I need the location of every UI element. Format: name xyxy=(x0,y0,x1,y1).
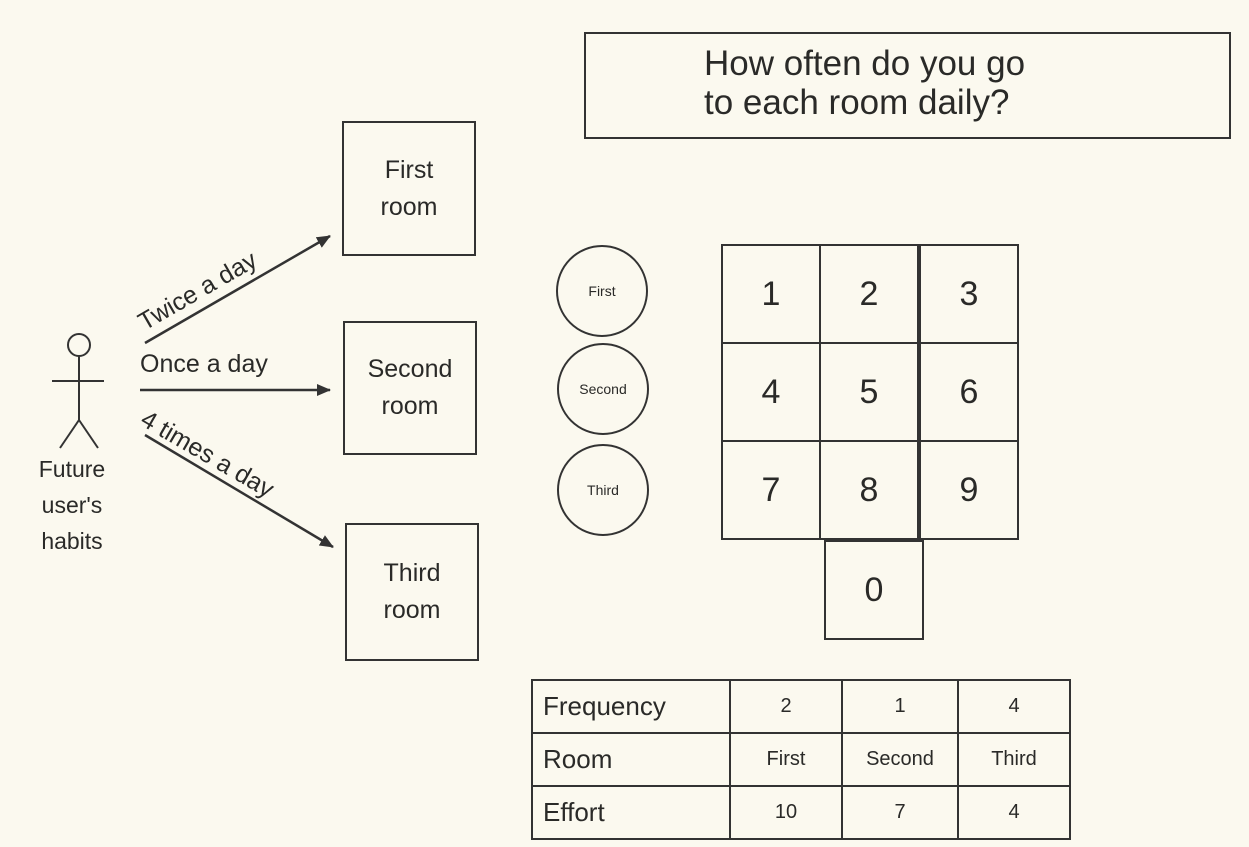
table-cell: 10 xyxy=(730,786,842,839)
table-row xyxy=(532,733,1070,786)
room-button-second[interactable]: Second xyxy=(557,343,649,435)
table-cell: Second xyxy=(842,733,958,786)
table-cell: 4 xyxy=(958,680,1070,733)
actor-label-line: habits xyxy=(41,528,103,554)
actor-label xyxy=(24,451,120,559)
question-line-1: How often do you go xyxy=(704,44,1026,83)
room-button-third[interactable]: Third xyxy=(557,444,649,536)
stick-figure-icon xyxy=(52,334,104,448)
question-box xyxy=(584,32,1231,139)
room-label: room xyxy=(383,596,441,624)
keypad-key-8[interactable]: 8 xyxy=(819,440,919,540)
keypad-key-2[interactable]: 2 xyxy=(819,244,919,344)
keypad-key-9[interactable]: 9 xyxy=(919,440,1019,540)
actor-label-line: Future xyxy=(38,456,106,482)
row-header: Room xyxy=(532,733,730,786)
room-label: Third xyxy=(383,559,441,587)
table-cell: First xyxy=(730,733,842,786)
room-label: First xyxy=(384,155,434,184)
table-cell: 1 xyxy=(842,680,958,733)
row-header: Frequency xyxy=(532,680,730,733)
arrow-label-once: Once a day xyxy=(140,350,268,378)
effort-table xyxy=(531,679,1071,840)
room-box-first xyxy=(342,121,476,256)
keypad-key-7[interactable]: 7 xyxy=(721,440,821,540)
room-button-first[interactable]: First xyxy=(556,245,648,337)
room-box-third xyxy=(345,523,479,661)
arrow-label-four: 4 times a day xyxy=(136,405,279,504)
table-cell: 2 xyxy=(730,680,842,733)
table-row xyxy=(532,680,1070,733)
room-label: room xyxy=(381,392,439,420)
keypad-key-0[interactable]: 0 xyxy=(824,540,924,640)
actor-label-line: user's xyxy=(41,492,103,518)
question-line-2: to each room daily? xyxy=(704,83,1010,122)
keypad-key-5[interactable]: 5 xyxy=(819,342,919,442)
keypad-key-1[interactable]: 1 xyxy=(721,244,821,344)
keypad-key-3[interactable]: 3 xyxy=(919,244,1019,344)
table-row xyxy=(532,786,1070,839)
room-label: room xyxy=(380,192,438,221)
table-cell: 4 xyxy=(958,786,1070,839)
room-box-second xyxy=(343,321,477,455)
keypad-key-4[interactable]: 4 xyxy=(721,342,821,442)
row-header: Effort xyxy=(532,786,730,839)
keypad-key-6[interactable]: 6 xyxy=(919,342,1019,442)
arrow-label-twice: Twice a day xyxy=(133,245,262,337)
table-cell: 7 xyxy=(842,786,958,839)
table-cell: Third xyxy=(958,733,1070,786)
room-label: Second xyxy=(367,355,453,383)
